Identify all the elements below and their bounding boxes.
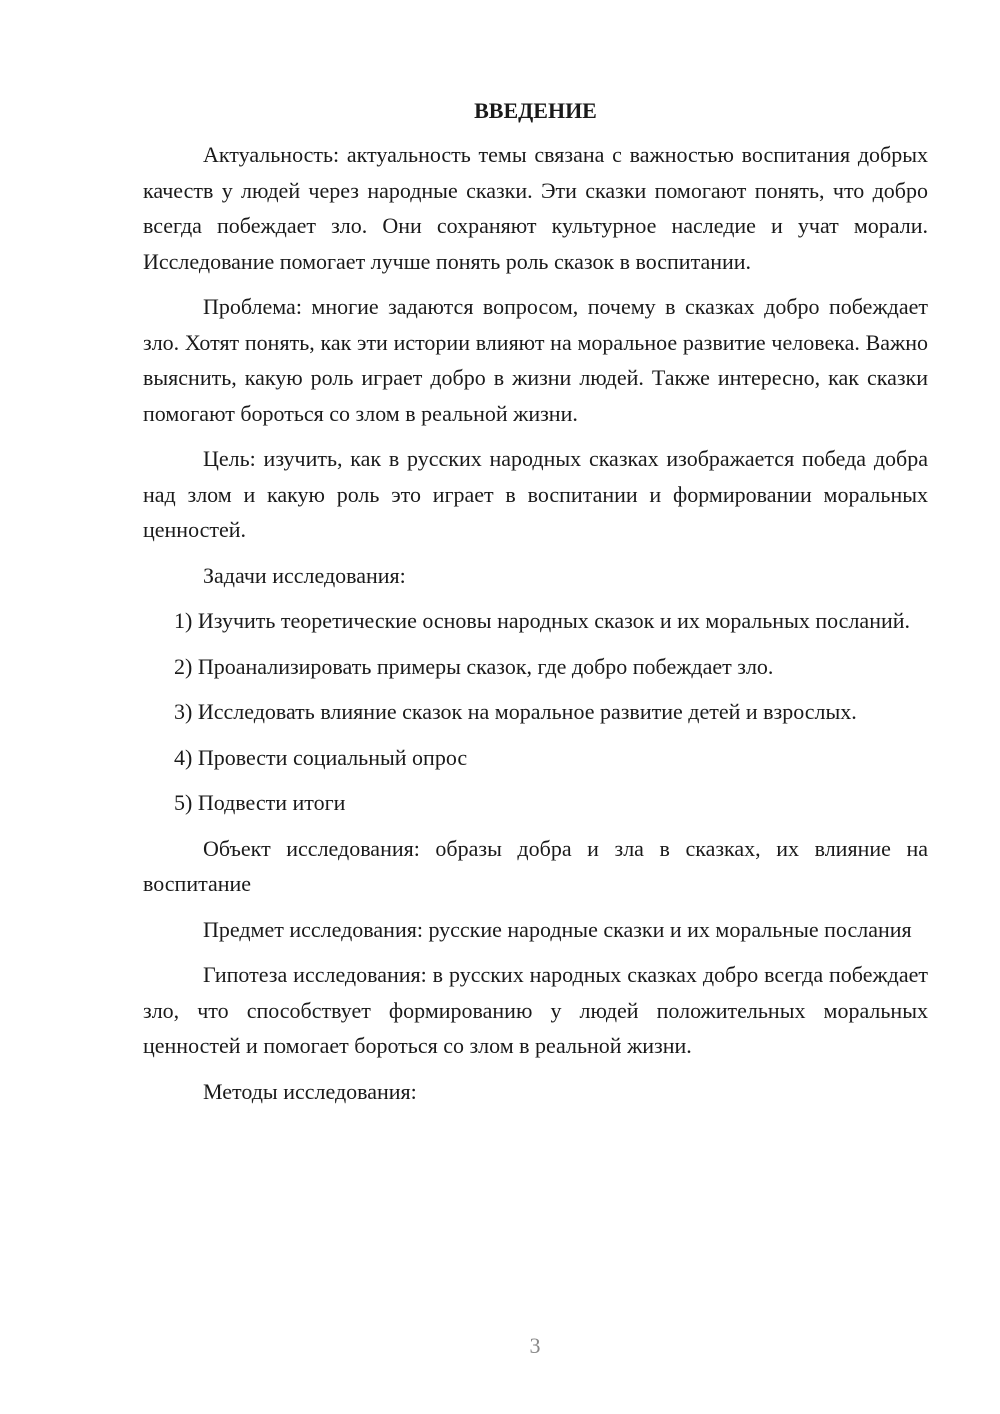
problem-paragraph: Проблема: многие задаются вопросом, почему в сказках добро побеждает зло. Хотят понять, как эти истории влияют на моральное развитие человека. Важно выяснить, какую роль играет добро в жизни людей. Также интересно, как сказки помогают бороться со злом в реальной жизни.: [143, 294, 928, 426]
page-number: 3: [529, 1333, 541, 1358]
section-title: ВВЕДЕНИЕ: [474, 98, 597, 123]
object-paragraph: Объект исследования: образы добра и зла в сказках, их влияние на воспитание: [143, 835, 928, 896]
goal-paragraph: Цель: изучить, как в русских народных сказках изображается победа добра над злом и какую роль это играет в воспитании и формировании моральных ценностей.: [143, 446, 928, 542]
tasks-heading: Задачи исследования:: [203, 562, 406, 588]
task-item-5: 5) Подвести итоги: [174, 790, 346, 815]
task-item-2: 2) Проанализировать примеры сказок, где добро побеждает зло.: [174, 653, 774, 679]
hypothesis-paragraph: Гипотеза исследования: в русских народных сказках добро всегда побеждает зло, что способствует формированию у людей положительных моральных ценностей и помогает бороться со злом в реальной жизни.: [143, 962, 928, 1058]
task-item-4: 4) Провести социальный опрос: [174, 744, 468, 770]
task-item-1: 1) Изучить теоретические основы народных сказок и их моральных посланий.: [174, 608, 911, 633]
task-item-3: 3) Исследовать влияние сказок на моральное развитие детей и взрослых.: [174, 699, 857, 724]
page-content: [143, 96, 928, 1119]
relevance-paragraph: Актуальность: актуальность темы связана с важностью воспитания добрых качеств у людей через народные сказки. Эти сказки помогают понять, что добро всегда побеждает зло. Они сохраняют культурное наследие и учат морали. Исследование помогает лучше понять роль сказок в воспитании.: [143, 142, 928, 274]
subject-paragraph: Предмет исследования: русские народные сказки и их моральные послания: [203, 916, 912, 942]
methods-heading: Методы исследования:: [203, 1078, 417, 1104]
